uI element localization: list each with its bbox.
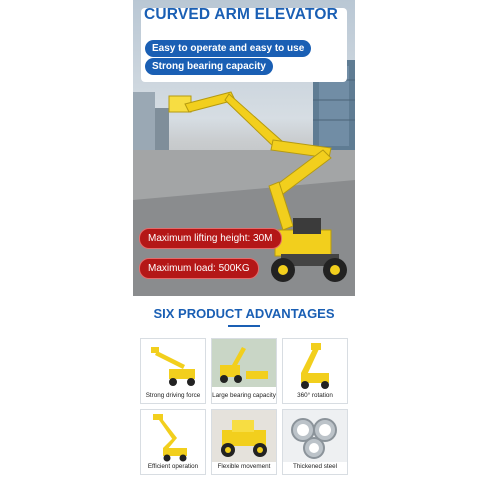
page-title: CURVED ARM ELEVATOR bbox=[143, 6, 339, 23]
advantage-card-thickened-steel bbox=[282, 409, 348, 475]
advantage-card-rotation bbox=[282, 338, 348, 404]
section-underline bbox=[228, 325, 260, 327]
advantage-label: Large bearing capacity bbox=[212, 392, 276, 399]
spec-badge-lifting-height: Maximum lifting height: 30M bbox=[139, 228, 282, 249]
advantage-label: Efficient operation bbox=[147, 463, 199, 470]
feature-badge-bearing-capacity: Strong bearing capacity bbox=[145, 58, 273, 75]
advantage-label: Strong driving force bbox=[145, 392, 201, 399]
advantage-card-flexible-movement bbox=[211, 409, 277, 475]
hero-banner bbox=[133, 0, 355, 296]
advantage-label: 360° rotation bbox=[297, 392, 333, 399]
spec-badge-max-load: Maximum load: 500KG bbox=[139, 258, 259, 279]
advantage-label: Flexible movement bbox=[217, 463, 271, 470]
advantage-card-bearing-capacity bbox=[211, 338, 277, 404]
advantage-card-efficient-operation bbox=[140, 409, 206, 475]
advantage-card-driving-force bbox=[140, 338, 206, 404]
section-title: SIX PRODUCT ADVANTAGES bbox=[153, 306, 335, 321]
advantage-label: Thickened steel bbox=[292, 463, 338, 470]
feature-badge-easy-operation: Easy to operate and easy to use bbox=[145, 40, 311, 57]
